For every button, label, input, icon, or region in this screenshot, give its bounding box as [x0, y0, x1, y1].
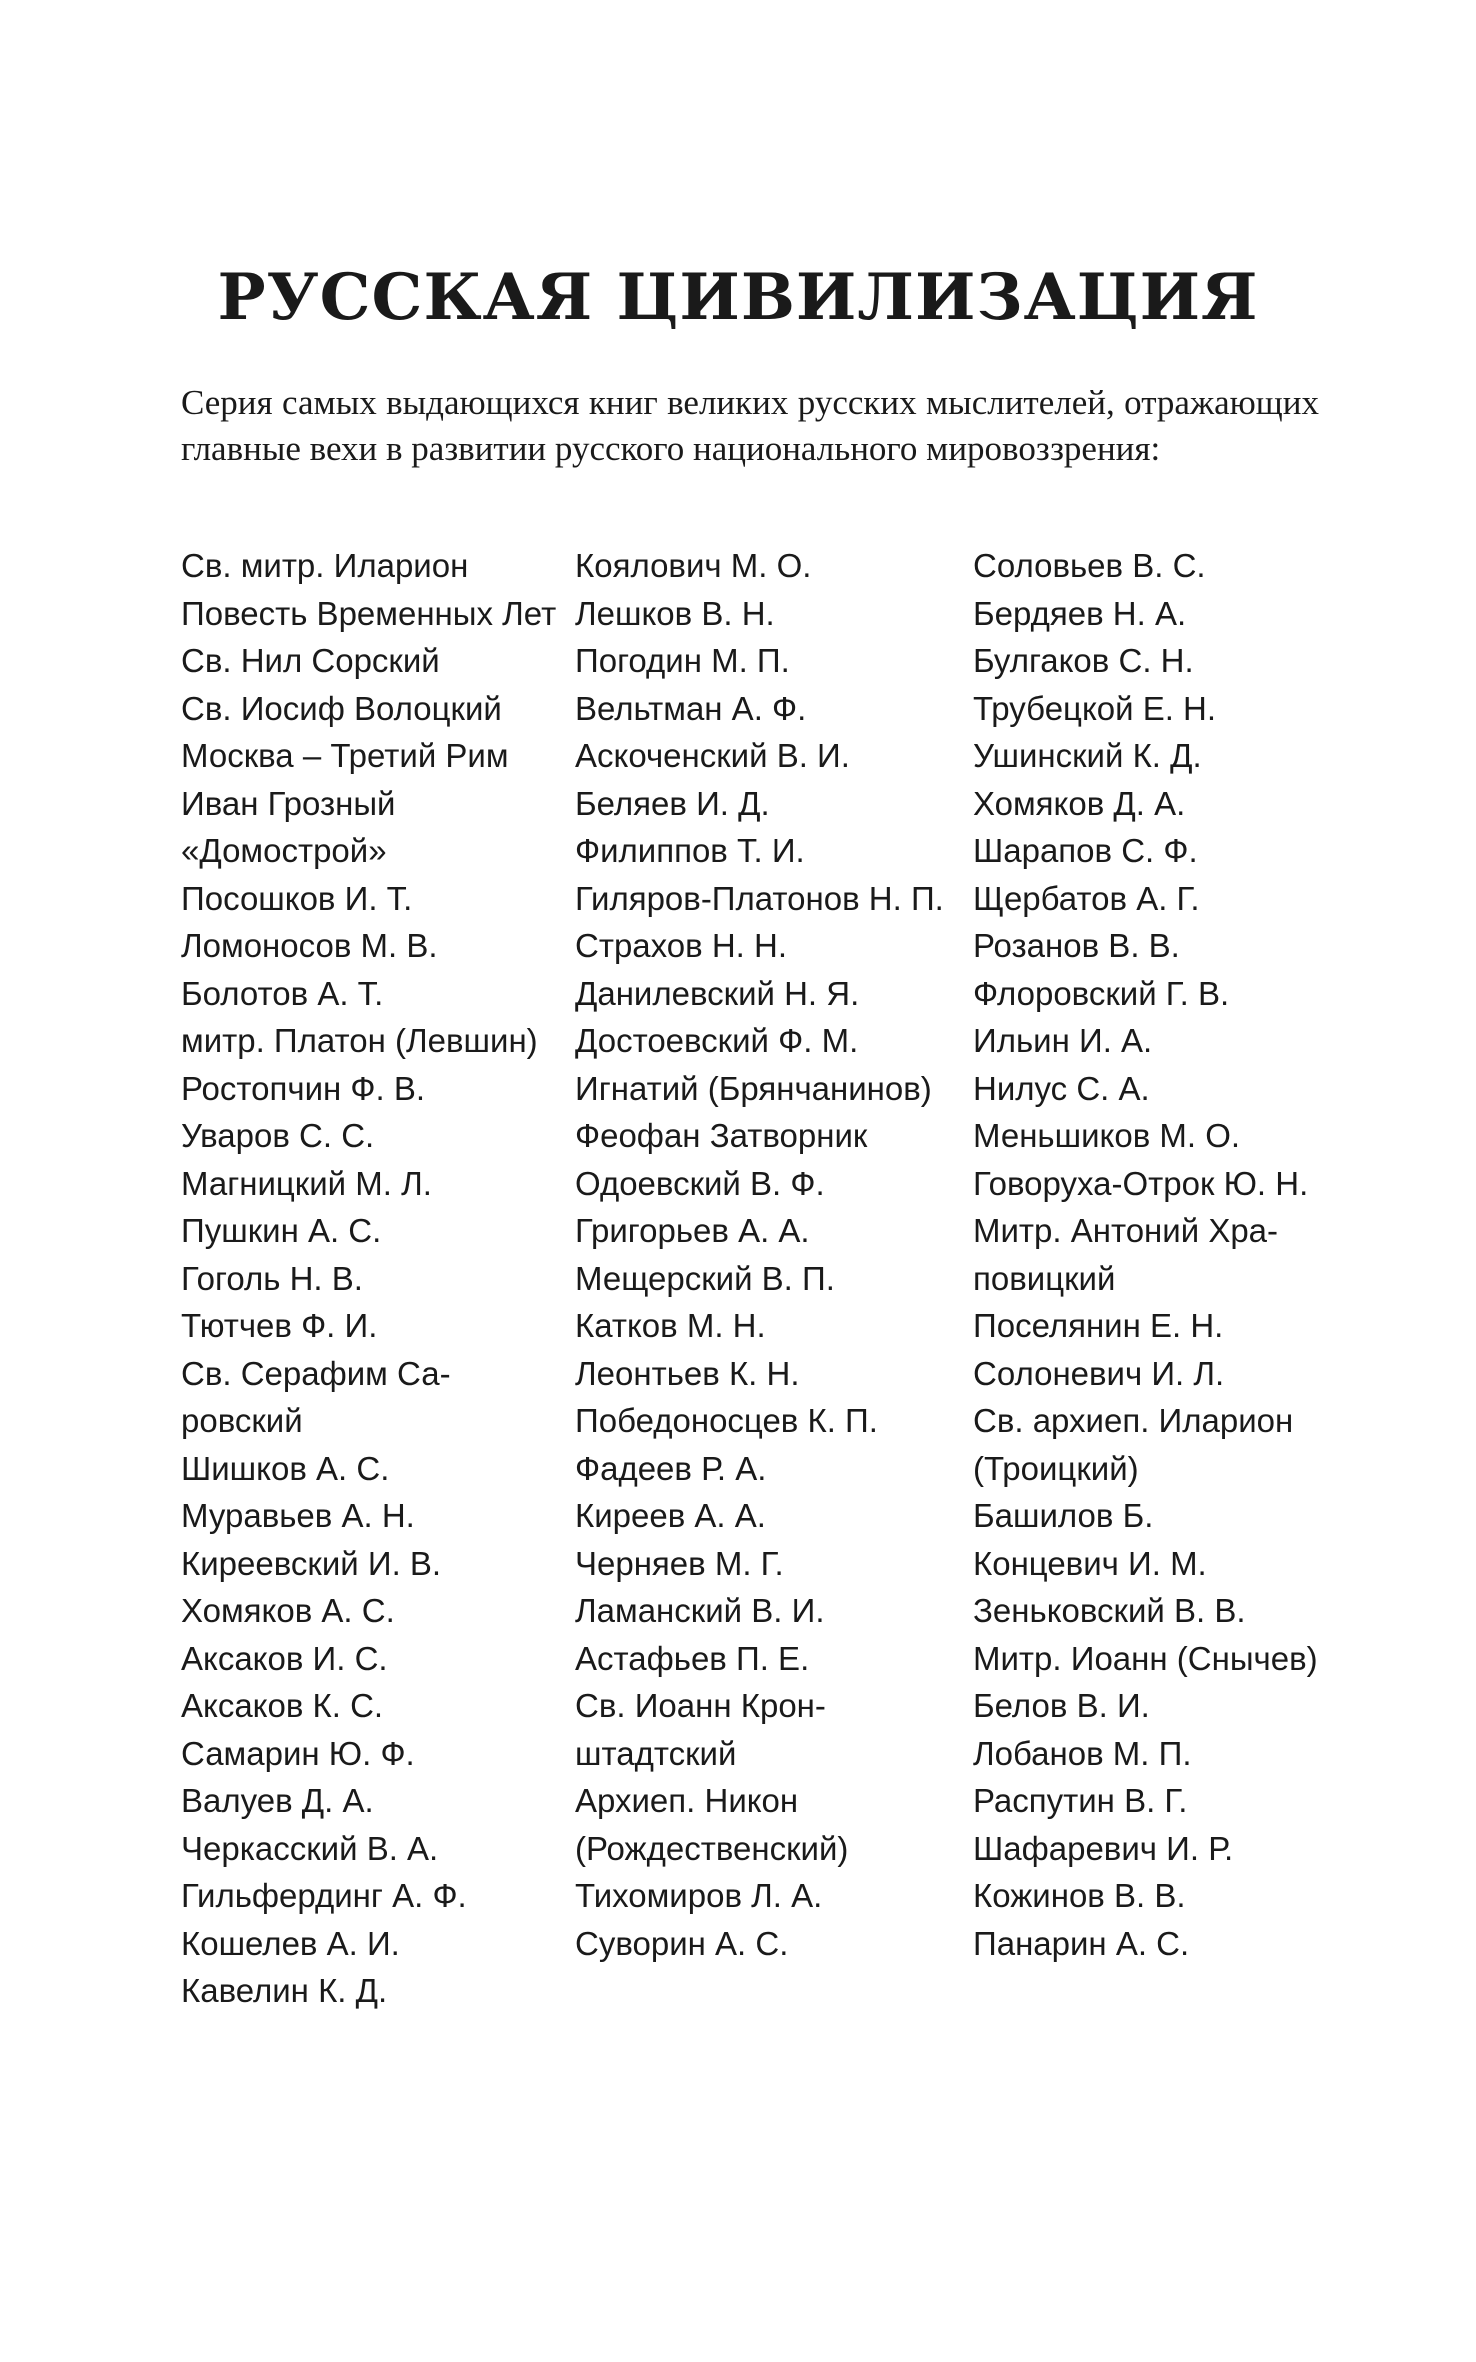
author-entry: Самарин Ю. Ф. — [181, 1734, 415, 1772]
author-entry: Св. митр. Иларион — [181, 547, 469, 584]
author-entry: Муравьев А. Н. — [181, 1497, 415, 1534]
author-entry: Черняев М. Г. — [575, 1544, 784, 1582]
author-entry: Кожинов В. В. — [973, 1877, 1186, 1914]
author-entry: Одоевский В. Ф. — [575, 1164, 825, 1202]
author-entry: Коялович М. О. — [575, 547, 812, 584]
author-entry: Ламанский В. И. — [575, 1592, 825, 1629]
author-entry: Св. Иосиф Волоцкий — [181, 689, 502, 727]
author-entry: Достоевский Ф. М. — [575, 1022, 859, 1059]
author-entry: Концевич И. М. — [973, 1544, 1207, 1582]
author-column-2 — [575, 542, 944, 1967]
author-entry: Москва – Третий Рим — [181, 737, 509, 774]
author-entry: Повесть Временных Лет — [181, 594, 557, 632]
author-entry: Митр. Иоанн (Снычев) — [973, 1639, 1318, 1677]
author-entry: Гоголь Н. В. — [181, 1259, 363, 1297]
author-entry: Кошелев А. И. — [181, 1924, 400, 1962]
author-entry: Аксаков И. С. — [181, 1639, 388, 1677]
author-entry: Суворин А. С. — [575, 1924, 789, 1962]
author-entry: Лобанов М. П. — [973, 1734, 1192, 1772]
author-entry: Бердяев Н. А. — [973, 594, 1187, 632]
author-entry: Погодин М. П. — [575, 642, 790, 679]
author-entry: Тютчев Ф. И. — [181, 1307, 378, 1344]
author-entry: Гиляров-Платонов Н. П. — [575, 879, 944, 917]
author-entry: Флоровский Г. В. — [973, 974, 1230, 1012]
author-entry: Аскоченский В. И. — [575, 737, 850, 774]
author-entry: Фадеев Р. А. — [575, 1449, 767, 1487]
author-entry: Ильин И. А. — [973, 1022, 1153, 1059]
author-entry: Данилевский Н. Я. — [575, 974, 860, 1012]
author-entry: Ушинский К. Д. — [973, 737, 1202, 774]
author-entry: Страхов Н. Н. — [575, 927, 788, 964]
author-entry: Посошков И. Т. — [181, 879, 413, 917]
author-entry: Киреев А. А. — [575, 1497, 766, 1534]
author-entry: Кавелин К. Д. — [181, 1972, 388, 2009]
author-entry: Солоневич И. Л. — [973, 1354, 1225, 1392]
author-entry: Ростопчин Ф. В. — [181, 1069, 426, 1107]
author-entry: Меньшиков М. О. — [973, 1117, 1241, 1154]
series-title: РУССКАЯ ЦИВИЛИЗАЦИЯ — [217, 260, 1259, 335]
author-entry: Леонтьев К. Н. — [575, 1354, 800, 1392]
author-entry: Соловьев В. С. — [973, 547, 1206, 584]
author-entry: Киреевский И. В. — [181, 1544, 442, 1582]
author-entry: Тихомиров Л. А. — [575, 1877, 823, 1914]
author-entry: Белов В. И. — [973, 1687, 1150, 1724]
author-entry: Магницкий М. Л. — [181, 1164, 432, 1202]
author-entry: Вельтман А. Ф. — [575, 689, 807, 727]
author-entry: Феофан Затворник — [575, 1117, 868, 1154]
author-entry: Св. Иоанн Крон- — [575, 1687, 826, 1724]
author-entry: повицкий — [973, 1259, 1116, 1297]
author-entry: митр. Платон (Левшин) — [181, 1022, 538, 1059]
author-entry: (Рождественский) — [575, 1829, 849, 1867]
author-entry: Шишков А. С. — [181, 1449, 390, 1487]
author-entry: Пушкин А. С. — [181, 1212, 382, 1249]
author-entry: Аксаков К. С. — [181, 1687, 384, 1724]
author-entry: Хомяков Д. А. — [973, 784, 1186, 822]
author-entry: Уваров С. С. — [181, 1117, 375, 1154]
author-entry: Шарапов С. Ф. — [973, 832, 1198, 869]
author-entry: Св. Серафим Са- — [181, 1354, 451, 1392]
author-entry: Трубецкой Е. Н. — [973, 689, 1217, 727]
author-entry: Мещерский В. П. — [575, 1259, 835, 1297]
author-entry: Астафьев П. Е. — [575, 1639, 810, 1677]
author-entry: (Троицкий) — [973, 1449, 1139, 1487]
author-entry: Победоносцев К. П. — [575, 1402, 878, 1439]
author-entry: Ломоносов М. В. — [181, 927, 438, 964]
author-entry: Болотов А. Т. — [181, 974, 384, 1012]
series-intro: Серия самых выдающихся книг великих русских мыслителей, отражающих главные вехи в развитии русского национального мировоззрения: — [181, 383, 1319, 468]
author-entry: Розанов В. В. — [973, 927, 1180, 964]
author-entry: Шафаревич И. Р. — [973, 1829, 1234, 1867]
author-column-3 — [973, 542, 1318, 1967]
author-entry: Валуев Д. А. — [181, 1782, 374, 1819]
author-entry: Говоруха-Отрок Ю. Н. — [973, 1164, 1309, 1202]
author-entry: Нилус С. А. — [973, 1069, 1150, 1107]
author-entry: Архиеп. Никон — [575, 1782, 799, 1819]
author-column-1 — [181, 542, 556, 2015]
author-entry: Иван Грозный — [181, 784, 396, 822]
author-entry: Черкасский В. А. — [181, 1829, 439, 1867]
author-entry: Св. архиеп. Иларион — [973, 1402, 1294, 1439]
author-entry: Катков М. Н. — [575, 1307, 766, 1344]
author-entry: Лешков В. Н. — [575, 594, 775, 632]
author-entry: Поселянин Е. Н. — [973, 1307, 1224, 1344]
author-entry: «Домострой» — [181, 832, 387, 869]
author-entry: Распутин В. Г. — [973, 1782, 1188, 1819]
author-entry: Щербатов А. Г. — [973, 879, 1200, 917]
author-entry: Башилов Б. — [973, 1497, 1154, 1534]
author-entry: Зеньковский В. В. — [973, 1592, 1246, 1629]
author-entry: Хомяков А. С. — [181, 1592, 395, 1629]
author-entry: Панарин А. С. — [973, 1924, 1190, 1962]
author-entry: штадтский — [575, 1734, 737, 1772]
author-entry: Беляев И. Д. — [575, 784, 770, 822]
author-entry: Св. Нил Сорский — [181, 642, 440, 679]
author-entry: Филиппов Т. И. — [575, 832, 805, 869]
author-entry: Игнатий (Брянчанинов) — [575, 1069, 932, 1107]
author-entry: Митр. Антоний Хра- — [973, 1212, 1279, 1249]
author-entry: Григорьев А. А. — [575, 1212, 810, 1249]
author-entry: Гильфердинг А. Ф. — [181, 1877, 467, 1914]
author-entry: ровский — [181, 1402, 303, 1439]
author-entry: Булгаков С. Н. — [973, 642, 1194, 679]
